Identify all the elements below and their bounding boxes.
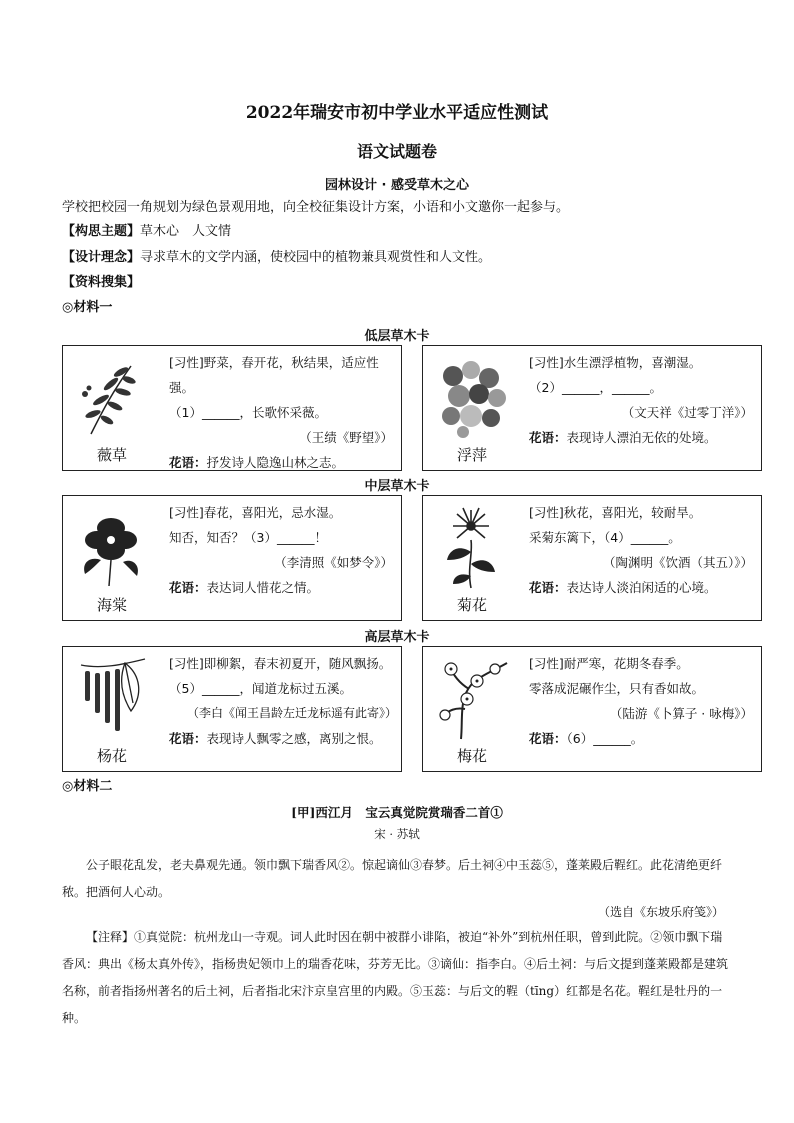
concept-label: 【设计理念】 <box>62 250 141 265</box>
card-line: [习性]野菜，春开花，秋结果，适应性 <box>169 355 379 370</box>
fill-blank-6: （6）______。 <box>566 731 644 746</box>
plant-name: 菊花 <box>456 596 487 614</box>
card-text <box>529 500 761 600</box>
poem-source: （陶渊明《饮酒（其五）》） <box>602 555 753 570</box>
concept-line <box>62 249 491 267</box>
layer-heading-mid: 中层草木卡 <box>364 479 430 494</box>
card-text <box>169 500 401 600</box>
poem-source: （文天祥《过零丁洋》） <box>621 405 753 420</box>
material2-label: ◎材料二 <box>62 779 113 794</box>
card-text <box>169 651 401 751</box>
layer-heading-high: 高层草木卡 <box>364 630 430 645</box>
poem-author: 宋 · 苏轼 <box>374 827 420 841</box>
theme-line <box>62 223 231 241</box>
card-line: 强。 <box>169 380 195 395</box>
plant-card-yanghua <box>62 646 402 772</box>
catkin-sketch-icon <box>71 655 153 740</box>
exam-subtitle: 语文试题卷 <box>356 142 437 161</box>
collect-label: 【资料搜集】 <box>62 275 141 290</box>
begonia-sketch-icon <box>71 504 153 589</box>
card-text <box>529 651 761 751</box>
poem-body: 公子眼花乱发，老夫鼻观先通。领巾飘下瑞香风②。惊起谪仙③春梦。后土祠④中玉蕊⑤，蓬莱殿后鞓红。此花清绝更纤秾。把酒何人心动。 <box>62 858 723 899</box>
huayu-label: 花语： <box>169 580 207 595</box>
plant-name: 薇草 <box>96 446 127 464</box>
poem-source: （王绩《野望》） <box>299 430 393 445</box>
material1-label: ◎材料一 <box>62 300 113 315</box>
poem-source: （李白《闻王昌龄左迁龙标遥有此寄》） <box>186 706 397 720</box>
huayu-label: 花语： <box>529 731 567 746</box>
huayu-label: 花语： <box>529 430 567 445</box>
card-line: [习性]耐严寒，花期冬春季。 <box>529 656 689 671</box>
layer-heading-low: 低层草木卡 <box>364 329 430 344</box>
card-text <box>169 350 401 475</box>
theme-text: 草木心 人文情 <box>140 224 232 239</box>
plant-card-juhua <box>422 495 762 621</box>
fill-blank-4: 采菊东篱下，（4）______。 <box>529 530 681 545</box>
duckweed-sketch-icon <box>431 354 513 439</box>
plant-name: 梅花 <box>456 747 487 765</box>
poem-source: （李清照《如梦令》） <box>274 555 393 570</box>
fill-blank-2: （2）______，______。 <box>529 380 662 395</box>
exam-title: 2022年瑞安市初中学业水平适应性测试 <box>245 103 549 123</box>
huayu-text: 抒发诗人隐逸山林之志。 <box>206 455 345 470</box>
plant-name: 浮萍 <box>456 446 487 464</box>
theme-label: 【构思主题】 <box>62 224 141 239</box>
poem-source: （陆游《卜算子 · 咏梅》） <box>609 706 753 721</box>
poem-source-note: （选自《东坡乐府笺》） <box>597 905 724 919</box>
poem-notes: 【注释】①真觉院：杭州龙山一寺观。词人此时因在朝中被群小诽陷，被迫“补外”到杭州任职，曾到此院。②领巾飘下瑞香风：典出《杨太真外传》，指杨贵妃领巾上的瑞香花味，芬芳无比。③谪仙：指李白。④后土祠：与后文提到蓬莱殿都是建筑名称，前者指扬州著名的后土祠，后者指北宋汴京皇宫里的内殿。⑤玉蕊：与后文的鞓（tīng）红都是名花。鞓红是牡丹的一种。 <box>62 930 729 1025</box>
fill-blank-5: （5）______，闻道龙标过五溪。 <box>169 681 352 696</box>
plant-card-fuping <box>422 345 762 471</box>
plant-card-haitang <box>62 495 402 621</box>
huayu-label: 花语： <box>529 580 567 595</box>
plant-name: 海棠 <box>96 596 127 614</box>
plum-blossom-sketch-icon <box>431 655 513 740</box>
card-line: [习性]秋花，喜阳光，较耐旱。 <box>529 505 702 520</box>
card-line: [习性]春花，喜阳光，忌水湿。 <box>169 505 342 520</box>
card-line: [习性]水生漂浮植物，喜潮湿。 <box>529 355 702 370</box>
huayu-text: 表现诗人漂泊无依的处境。 <box>566 430 717 445</box>
fill-blank-1: （1）______，长歌怀采薇。 <box>169 405 327 420</box>
concept-text: 寻求草木的文学内涵，使校园中的植物兼具观赏性和人文性。 <box>140 250 492 265</box>
section-title: 园林设计 · 感受草木之心 <box>325 178 469 193</box>
chrysanthemum-sketch-icon <box>431 504 513 589</box>
huayu-text: 表达诗人淡泊闲适的心境。 <box>566 580 717 595</box>
huayu-label: 花语： <box>169 731 207 746</box>
card-line: 零落成泥碾作尘，只有香如故。 <box>529 681 705 696</box>
card-text <box>529 350 761 450</box>
intro-paragraph: 学校把校园一角规划为绿色景观用地，向全校征集设计方案，小语和小文邀你一起参与。 <box>62 200 570 215</box>
plant-card-meihua <box>422 646 762 772</box>
plant-name: 杨花 <box>96 747 127 765</box>
huayu-label: 花语： <box>169 455 207 470</box>
huayu-text: 表现诗人飘零之感，离别之恨。 <box>206 731 382 746</box>
poem-title: [甲]西江月 宝云真觉院赏瑞香二首① <box>291 805 503 820</box>
fern-sketch-icon <box>71 354 153 439</box>
huayu-text: 表达词人惜花之情。 <box>206 580 320 595</box>
plant-card-weicao <box>62 345 402 471</box>
card-line: [习性]即柳絮，春末初夏开，随风飘扬。 <box>169 656 392 671</box>
fill-blank-3: 知否，知否？（3）______！ <box>169 530 327 545</box>
